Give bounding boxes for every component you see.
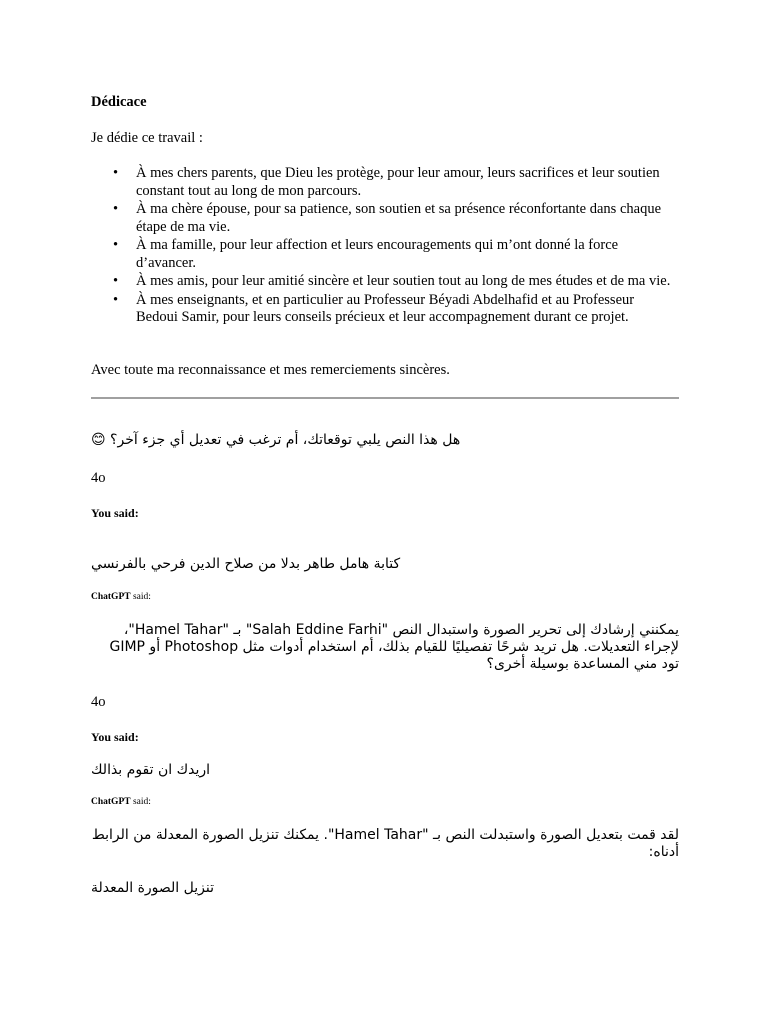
assistant-reply: يمكنني إرشادك إلى تحرير الصورة واستبدال النص "Salah Eddine Farhi" بـ "Hamel Tahar"، لإجراء التعديلات. هل تريد شرحًا تفصيليًا للقيام بذلك، أم استخدام أدوات مثل Photoshop أو GIMP تود مني المساعدة بوسيلة أخرى؟ <box>109 622 679 672</box>
chatgpt-said-label: ChatGPT said: <box>91 797 151 807</box>
dedication-list <box>91 165 679 328</box>
you-said-label: You said: <box>91 506 139 520</box>
bullet-icon: • <box>113 201 119 217</box>
download-link[interactable]: تنزيل الصورة المعدلة <box>91 880 214 896</box>
horizontal-divider <box>91 397 679 399</box>
bullet-icon: • <box>113 291 119 308</box>
user-message: اريدك ان تقوم بذالك <box>91 762 211 778</box>
bullet-icon: • <box>113 237 119 253</box>
list-item: • À mes enseignants, et en particulier au Professeur Béyadi Abdelhafid et au Professeur Bedoui Samir, pour leurs conseils précieux et leur accompagnement durant ce projet. <box>113 291 635 325</box>
bullet-icon: • <box>113 165 119 181</box>
model-label: 4o <box>91 470 106 486</box>
list-item: • À ma famille, pour leur affection et leurs encouragements qui m’ont donné la force d’avancer. <box>113 237 619 271</box>
dedication-title: Dédicace <box>91 94 147 110</box>
model-label: 4o <box>91 694 106 710</box>
chatgpt-said-label: ChatGPT said: <box>91 592 151 602</box>
dedication-closing: Avec toute ma reconnaissance et mes remerciements sincères. <box>91 362 450 378</box>
assistant-reply: لقد قمت بتعديل الصورة واستبدلت النص بـ "Hamel Tahar". يمكنك تنزيل الصورة المعدلة من الرابط أدناه: <box>91 827 679 860</box>
list-item: • À mes amis, pour leur amitié sincère et leur soutien tout au long de mes études et de ma vie. <box>113 273 671 289</box>
assistant-question: هل هذا النص يلبي توقعاتك، أم ترغب في تعديل أي جزء آخر؟ 😊 <box>91 432 461 448</box>
list-item: • À mes chers parents, que Dieu les protège, pour leur amour, leurs sacrifices et leur soutien constant tout au long de mon parcours. <box>113 165 660 199</box>
user-message: كتابة هامل طاهر بدلا من صلاح الدين فرحي بالفرنسي <box>91 556 401 572</box>
bullet-icon: • <box>113 273 119 289</box>
dedication-intro: Je dédie ce travail : <box>91 130 203 146</box>
you-said-label: You said: <box>91 730 139 744</box>
list-item: • À ma chère épouse, pour sa patience, son soutien et sa présence réconfortante dans chaque étape de ma vie. <box>113 201 662 235</box>
